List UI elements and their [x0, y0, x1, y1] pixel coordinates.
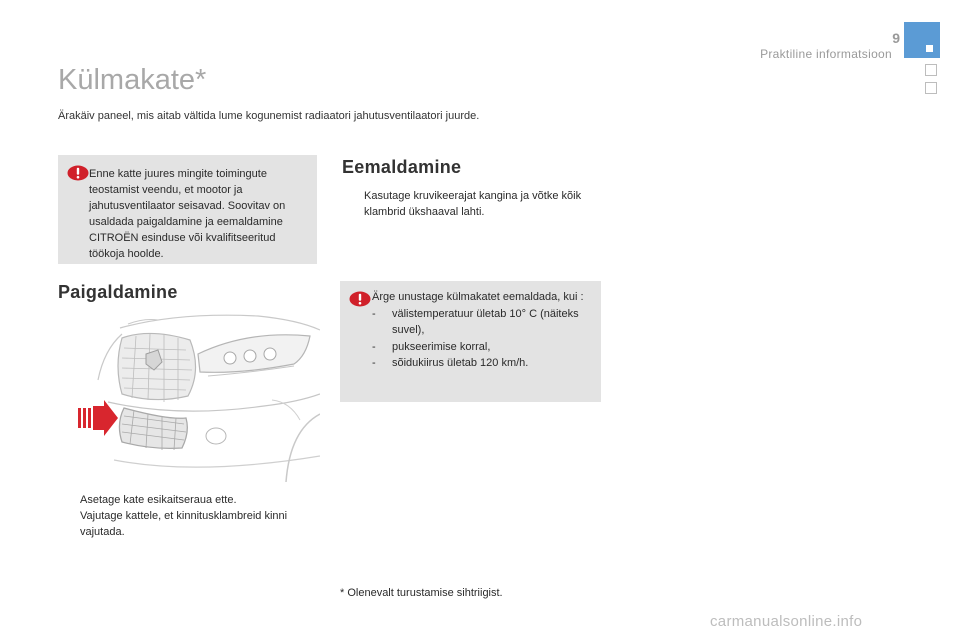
- section-tab-empty[interactable]: [925, 64, 937, 76]
- page-number: 9: [892, 30, 900, 46]
- list-item: [58, 508, 320, 540]
- page-title: Külmakate*: [58, 64, 207, 96]
- warning-box-engine: [58, 155, 317, 264]
- removal-steps: [342, 188, 600, 220]
- list-item: [342, 188, 600, 220]
- section-tab-active[interactable]: [904, 22, 940, 58]
- list-item: - pukseerimise korral,: [372, 340, 491, 353]
- list-item: - sõidukiirus ületab 120 km/h.: [372, 357, 529, 369]
- warning-exclamation-icon: [67, 165, 89, 181]
- grille-cover-illustration: [58, 310, 320, 482]
- heading-eemaldamine: Eemaldamine: [342, 157, 462, 177]
- installation-steps: [58, 492, 320, 540]
- step-text: Kasutage kruvikeerajat kangina ja võtke kõik klambrid ükshaaval lahti.: [364, 190, 582, 218]
- warning-box-remove: [340, 281, 601, 402]
- list-item: - välistemperatuur ületab 10° C (näiteks suvel),: [372, 307, 579, 336]
- list-item: [58, 492, 320, 508]
- tab-marker-icon: [926, 45, 933, 52]
- step-text: Vajutage kattele, et kinnitusklambreid kinni vajutada.: [80, 510, 288, 538]
- step-bullet-icon: [342, 188, 364, 220]
- warning-text: [372, 289, 596, 372]
- footnote: * Olenevalt turustamise sihtriigist.: [340, 587, 503, 599]
- step-text: Asetage kate esikaitseraua ette.: [80, 494, 237, 506]
- intro-text: Ärakäiv paneel, mis aitab vältida lume kogunemist radiaatori jahutusventilaatori juurde.: [58, 110, 480, 122]
- watermark: carmanualsonline.info: [710, 613, 863, 630]
- heading-paigaldamine: Paigaldamine: [58, 282, 178, 302]
- warning-exclamation-icon: [349, 291, 371, 307]
- section-tab-empty[interactable]: [925, 82, 937, 94]
- warning-text: Enne katte juures mingite toimingute teostamist veendu, et mootor ja jahutusventilaator seisavad. Soovitav on usaldada paigaldamine ja eemaldamine CITROËN esinduse või kvalifitseeritud töökoja hoolde.: [89, 168, 286, 260]
- step-bullet-icon: [58, 492, 80, 508]
- insert-arrow-icon: [78, 400, 118, 436]
- warning-intro: Ärge unustage külmakatet eemaldada, kui :: [372, 291, 584, 303]
- step-bullet-icon: [58, 508, 80, 540]
- section-title: Praktiline informatsioon: [760, 47, 892, 61]
